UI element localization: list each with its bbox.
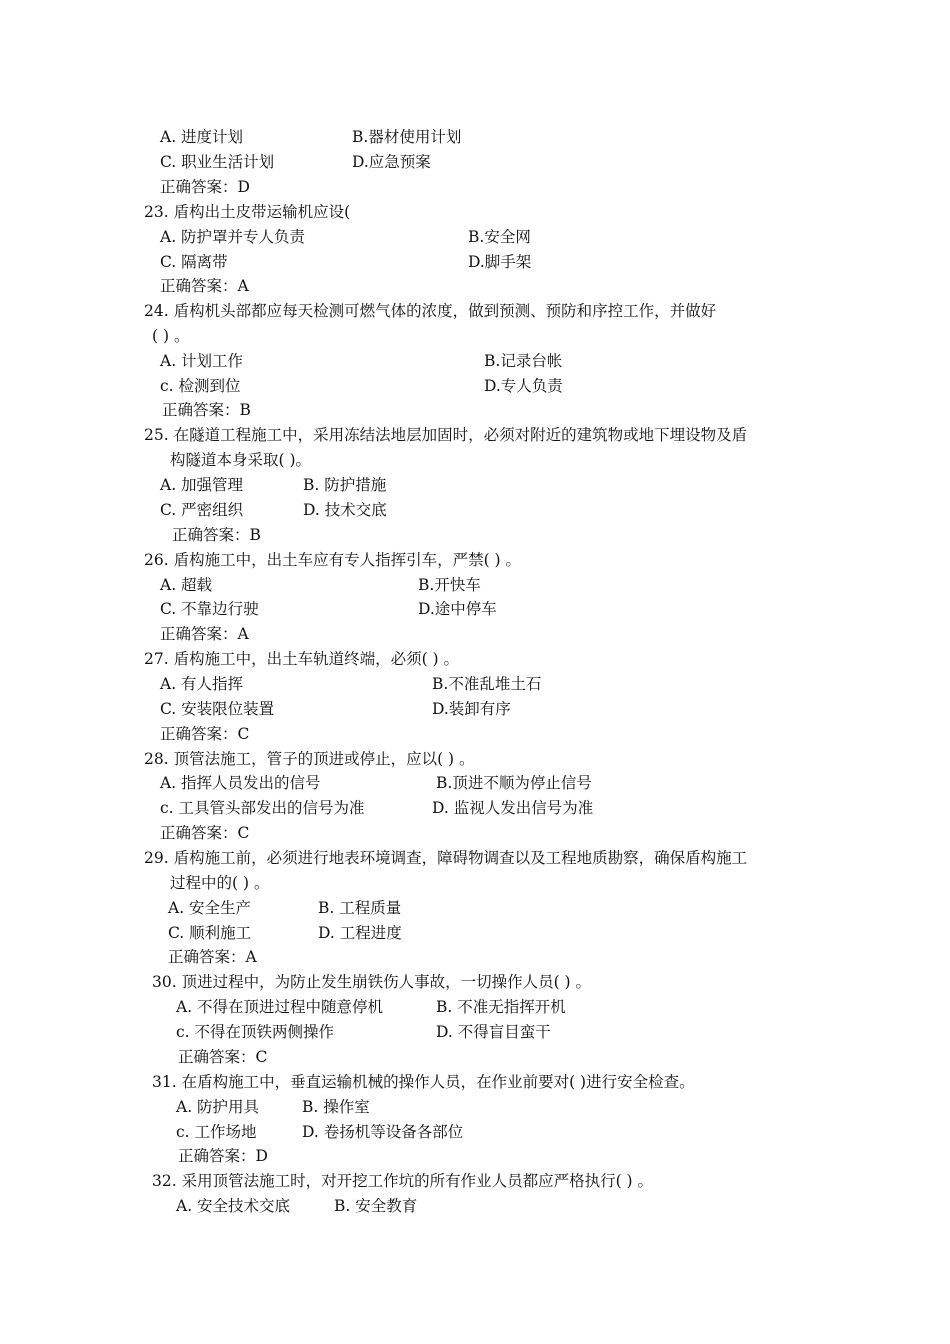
q23-answer: 正确答案：A <box>160 277 249 295</box>
q31-option-a: A. 防护用具 <box>176 1098 260 1116</box>
q31-option-d: D. 卷扬机等设备各部位 <box>302 1123 464 1141</box>
q28-option-a: A. 指挥人员发出的信号 <box>160 774 321 792</box>
q24-question: 24. 盾构机头部都应每天检测可燃气体的浓度，做到预测、预防和序控工作，并做好 <box>144 302 717 320</box>
q22-option-a: A. 进度计划 <box>160 128 244 146</box>
q26-option-c: C. 不靠边行驶 <box>160 600 259 618</box>
q24-option-b: B.记录台帐 <box>484 352 563 370</box>
q25-option-a: A. 加强管理 <box>160 476 244 494</box>
q28-option-c: c. 工具管头部发出的信号为准 <box>160 799 365 817</box>
q24-option-d: D.专人负责 <box>484 377 563 395</box>
q25-answer: 正确答案：B <box>172 526 261 544</box>
q27-question: 27. 盾构施工中，出土车轨道终端，必须( ) 。 <box>144 650 460 668</box>
q26-option-b: B.开快车 <box>418 576 481 594</box>
q25-question: 25. 在隧道工程施工中，采用冻结法地层加固时，必须对附近的建筑物或地下埋设物及盾 <box>144 426 748 444</box>
q27-option-b: B.不准乱堆土石 <box>432 675 542 693</box>
q29-question: 29. 盾构施工前，必须进行地表环境调查，障碍物调查以及工程地质勘察，确保盾构施工 <box>144 849 748 867</box>
q28-option-d: D. 监视人发出信号为准 <box>432 799 594 817</box>
q28-question: 28. 顶管法施工，管子的顶进或停止，应以( ) 。 <box>144 750 475 768</box>
q23-option-c: C. 隔离带 <box>160 253 228 271</box>
q26-option-a: A. 超载 <box>160 576 213 594</box>
q28-answer: 正确答案：C <box>160 824 250 842</box>
q28-option-b: B.顶进不顺为停止信号 <box>436 774 592 792</box>
q23-option-d: D.脚手架 <box>468 253 532 271</box>
q27-option-d: D.装卸有序 <box>432 700 511 718</box>
q29-question-cont: 过程中的( ) 。 <box>170 874 270 892</box>
q23-option-a: A. 防护罩并专人负责 <box>160 228 306 246</box>
q29-option-d: D. 工程进度 <box>318 924 402 942</box>
q26-question: 26. 盾构施工中，出土车应有专人指挥引车，严禁( ) 。 <box>144 551 522 569</box>
q31-question: 31. 在盾构施工中，垂直运输机械的操作人员，在作业前要对( )进行安全检查。 <box>152 1073 695 1091</box>
q27-option-a: A. 有人指挥 <box>160 675 244 693</box>
q22-option-c: C. 职业生活计划 <box>160 153 275 171</box>
q24-option-a: A. 计划工作 <box>160 352 244 370</box>
q30-option-a: A. 不得在顶进过程中随意停机 <box>176 998 384 1016</box>
q23-question: 23. 盾构出土皮带运输机应设( <box>144 203 351 221</box>
q29-option-a: A. 安全生产 <box>168 899 252 917</box>
q25-option-b: B. 防护措施 <box>303 476 387 494</box>
q25-option-c: C. 严密组织 <box>160 501 244 519</box>
q29-answer: 正确答案：A <box>168 948 257 966</box>
q22-option-d: D.应急预案 <box>352 153 431 171</box>
q29-option-b: B. 工程质量 <box>318 899 402 917</box>
q31-option-c: c. 工作场地 <box>176 1123 257 1141</box>
q30-answer: 正确答案：C <box>178 1048 268 1066</box>
q24-option-c: c. 检测到位 <box>160 377 241 395</box>
q30-option-d: D. 不得盲目蛮干 <box>436 1023 551 1041</box>
q31-answer: 正确答案：D <box>178 1147 268 1165</box>
q22-answer: 正确答案：D <box>160 178 250 196</box>
q30-option-b: B. 不准无指挥开机 <box>436 998 566 1016</box>
q25-option-d: D. 技术交底 <box>303 501 387 519</box>
q32-option-b: B. 安全教育 <box>334 1197 418 1215</box>
q22-option-b: B.器材使用计划 <box>352 128 462 146</box>
q30-question: 30. 顶进过程中，为防止发生崩铁伤人事故，一切操作人员( ) 。 <box>152 973 592 991</box>
q27-answer: 正确答案：C <box>160 725 250 743</box>
q29-option-c: C. 顺利施工 <box>168 924 252 942</box>
q23-option-b: B.安全网 <box>468 228 531 246</box>
q24-answer: 正确答案：B <box>162 401 251 419</box>
q27-option-c: C. 安装限位装置 <box>160 700 275 718</box>
q26-answer: 正确答案：A <box>160 625 249 643</box>
q24-question-cont: ( ) 。 <box>152 327 190 345</box>
q26-option-d: D.途中停车 <box>418 600 497 618</box>
q32-question: 32. 采用顶管法施工时，对开挖工作坑的所有作业人员都应严格执行( ) 。 <box>152 1172 654 1190</box>
q31-option-b: B. 操作室 <box>302 1098 370 1116</box>
q25-question-cont: 构隧道本身采取( )。 <box>170 451 312 469</box>
q32-option-a: A. 安全技术交底 <box>176 1197 291 1215</box>
q30-option-c: c. 不得在顶铁两侧操作 <box>176 1023 335 1041</box>
